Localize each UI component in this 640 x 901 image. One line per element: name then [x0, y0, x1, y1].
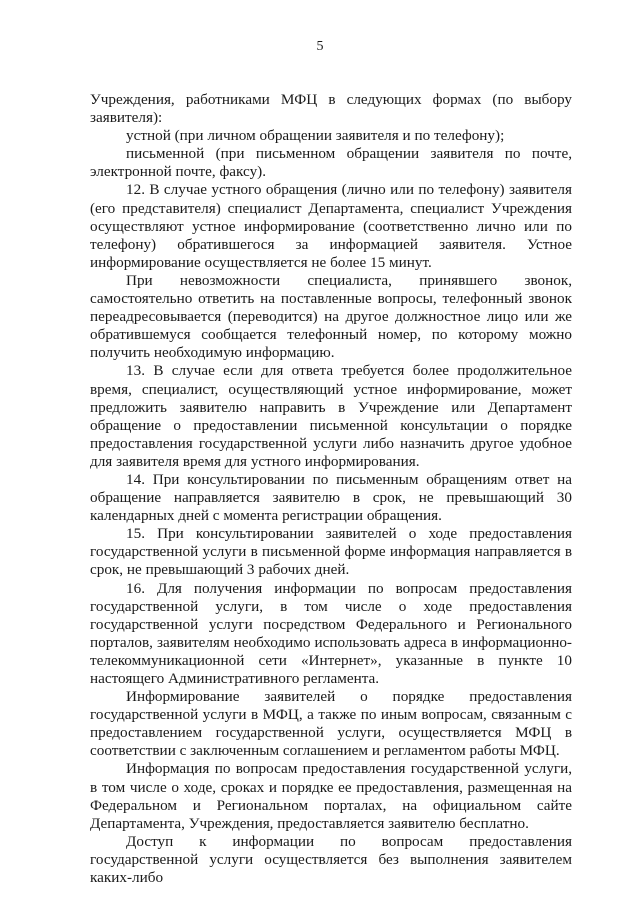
paragraph: письменной (при письменном обращении заявителя по почте, электронной почте, факсу). [90, 145, 572, 181]
document-body [90, 91, 572, 887]
paragraph-15: 15. При консультировании заявителей о ходе предоставления государственной услуги в письменной форме информация направляется в срок, не превышающий 3 рабочих дней. [90, 525, 572, 579]
page-number: 5 [316, 39, 324, 54]
paragraph: Информация по вопросам предоставления государственной услуги, в том числе о ходе, сроках и порядке ее предоставления, размещенная на Федеральном и Региональном порталах, на официальном сайте Департамента, Учреждения, предоставляется заявителю бесплатно. [90, 760, 572, 832]
paragraph-16: 16. Для получения информации по вопросам предоставления государственной услуги, в том числе о ходе предоставления государственной услуги посредством Федерального и Регионального порталов, заявителям необходимо использовать адреса в информационно-телекоммуникационной сети «Интернет», указанные в пункте 10 настоящего Административного регламента. [90, 579, 572, 687]
paragraph: При невозможности специалиста, принявшего звонок, самостоятельно ответить на поставленные вопросы, телефонный звонок переадресовывается (переводится) на другое должностное лицо или же обратившемуся сообщается телефонный номер, по которому можно получить необходимую информацию. [90, 271, 572, 362]
paragraph-12: 12. В случае устного обращения (лично или по телефону) заявителя (его представителя) специалист Департамента, специалист Учреждения осуществляют устное информирование (соответственно лично или по телефону) обратившегося за информацией заявителя. Устное информирование осуществляется не более 15 минут. [90, 181, 572, 271]
paragraph: устной (при личном обращении заявителя и по телефону); [126, 127, 505, 145]
paragraph-13: 13. В случае если для ответа требуется более продолжительное время, специалист, осуществляющий устное информирование, может предложить заявителю направить в Учреждение или Департамент обращение о предоставлении письменной консультации о порядке предоставления государственной услуги либо назначить другое удобное для заявителя время для устного информирования. [90, 362, 572, 470]
paragraph: Доступ к информации по вопросам предоставления государственной услуги осуществляется без выполнения заявителем каких-либо [90, 832, 572, 887]
paragraph: Учреждения, работниками МФЦ в следующих формах (по выбору заявителя): [90, 91, 572, 127]
paragraph: Информирование заявителей о порядке предоставления государственной услуги в МФЦ, а также по иным вопросам, связанным с предоставлением государственной услуги, осуществляется МФЦ в соответствии с заключенным соглашением и регламентом работы МФЦ. [90, 688, 572, 760]
paragraph-14: 14. При консультировании по письменным обращениям ответ на обращение направляется заявителю в срок, не превышающий 30 календарных дней с момента регистрации обращения. [90, 470, 572, 525]
